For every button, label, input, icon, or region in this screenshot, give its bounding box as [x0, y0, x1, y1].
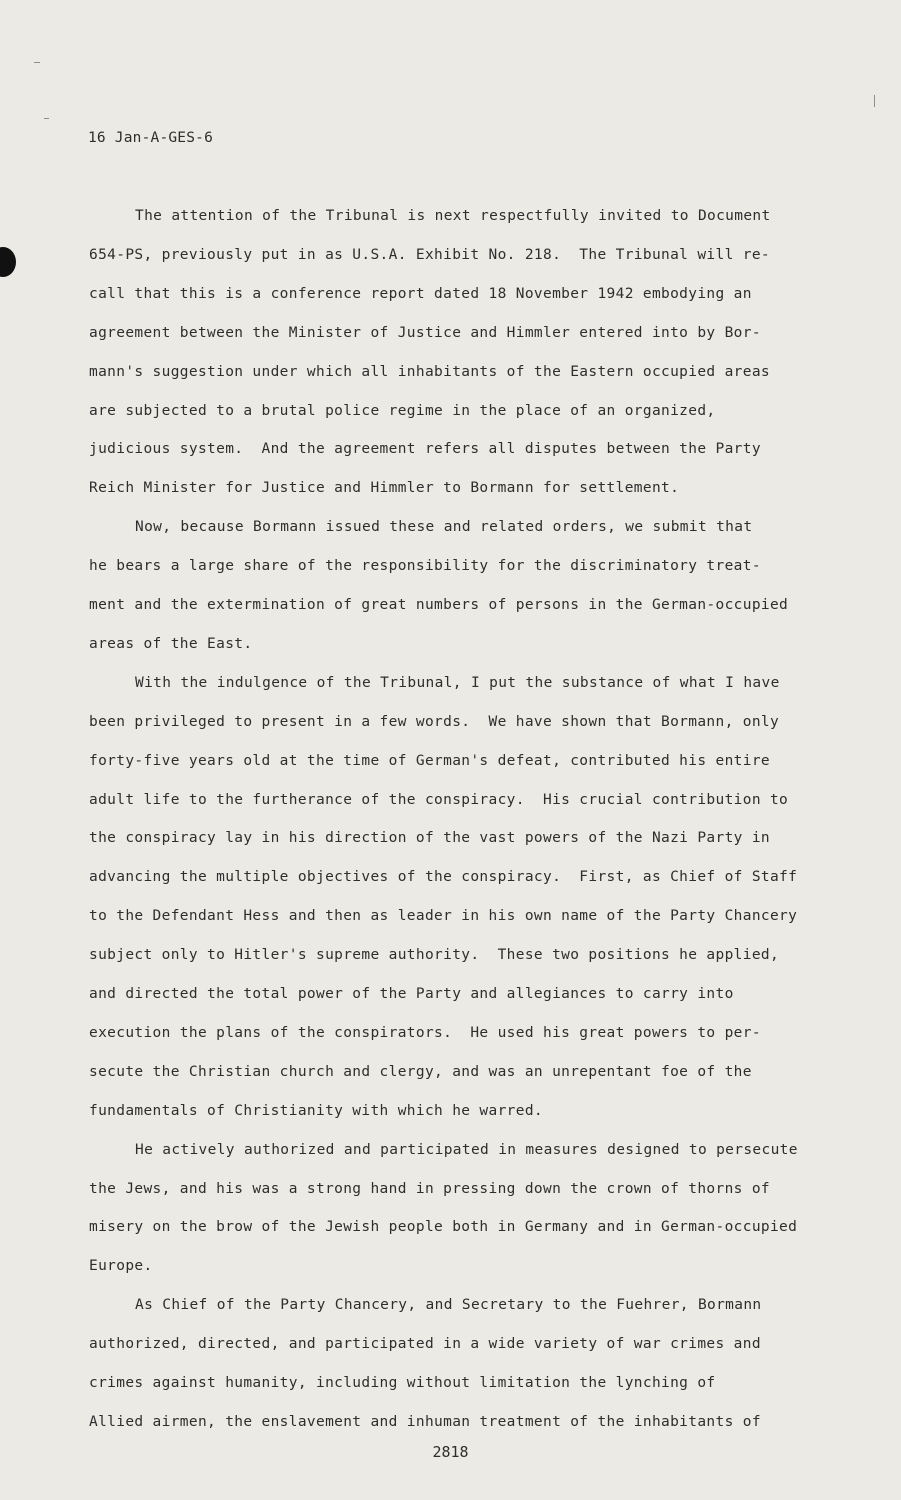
text-line: forty-five years old at the time of German's defeat, contributed his entire [89, 752, 770, 769]
text-line: secute the Christian church and clergy, and was an unrepentant foe of the [89, 1063, 752, 1080]
text-line: the conspiracy lay in his direction of the vast powers of the Nazi Party in [89, 830, 770, 847]
document-reference: 16 Jan-A-GES-6 [88, 130, 214, 146]
text-line: Europe. [89, 1258, 153, 1275]
page-number: 2818 [432, 1443, 469, 1461]
text-line: are subjected to a brutal police regime in the place of an organized, [89, 402, 716, 419]
text-line: been privileged to present in a few words. We have shown that Bormann, only [89, 713, 780, 730]
text-line: crimes against humanity, including without limitation the lynching of [89, 1375, 716, 1391]
text-line: call that this is a conference report dated 18 November 1942 embodying an [89, 285, 752, 302]
text-line: 654-PS, previously put in as U.S.A. Exhibit No. 218. The Tribunal will re- [89, 246, 770, 263]
text-line: ment and the extermination of great numbers of persons in the German-occupied [89, 597, 789, 613]
text-line: to the Defendant Hess and then as leader in his own name of the Party Chancery [89, 908, 798, 925]
text-line: Allied airmen, the enslavement and inhuman treatment of the inhabitants of [89, 1413, 761, 1430]
margin-mark [874, 95, 875, 107]
margin-mark [44, 118, 49, 119]
text-line: and directed the total power of the Party and allegiances to carry into [89, 986, 734, 1002]
text-line: mann's suggestion under which all inhabitants of the Eastern occupied areas [89, 363, 770, 380]
text-line: agreement between the Minister of Justice and Himmler entered into by Bor- [89, 324, 761, 341]
text-line: subject only to Hitler's supreme authority. These two positions he applied, [89, 947, 780, 964]
text-line: advancing the multiple objectives of the conspiracy. First, as Chief of Staff [89, 869, 798, 886]
punch-hole [0, 247, 16, 277]
text-line: With the indulgence of the Tribunal, I put the substance of what I have [135, 674, 780, 691]
text-line: the Jews, and his was a strong hand in pressing down the crown of thorns of [89, 1180, 770, 1197]
text-line: fundamentals of Christianity with which he warred. [89, 1102, 543, 1119]
text-line: He actively authorized and participated in measures designed to persecute [135, 1141, 798, 1158]
text-line: misery on the brow of the Jewish people both in Germany and in German-occupied [89, 1219, 798, 1236]
text-line: authorized, directed, and participated in a wide variety of war crimes and [89, 1336, 761, 1353]
text-line: execution the plans of the conspirators. He used his great powers to per- [89, 1024, 761, 1041]
text-line: adult life to the furtherance of the conspiracy. His crucial contribution to [89, 791, 789, 808]
margin-mark [34, 62, 40, 63]
text-line: The attention of the Tribunal is next respectfully invited to Document [135, 208, 771, 224]
text-line: judicious system. And the agreement refers all disputes between the Party [89, 441, 761, 458]
text-line: Now, because Bormann issued these and related orders, we submit that [135, 519, 753, 536]
text-line: he bears a large share of the responsibility for the discriminatory treat- [89, 558, 761, 575]
text-line: As Chief of the Party Chancery, and Secretary to the Fuehrer, Bormann [135, 1297, 762, 1314]
text-line: areas of the East. [89, 635, 253, 652]
text-line: Reich Minister for Justice and Himmler to Bormann for settlement. [89, 480, 680, 497]
